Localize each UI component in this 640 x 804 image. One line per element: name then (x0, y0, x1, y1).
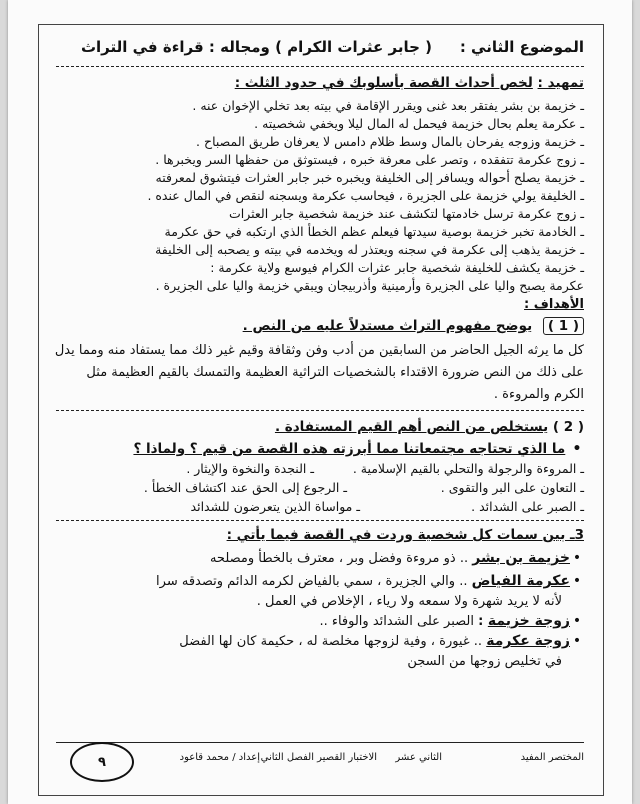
q1-answer-line: الكرم والمروءة . (493, 387, 584, 402)
q1-answer-line: كل ما يرثه الجيل الحاضر من السابقين من أدب وفن وثقافة وقيم غير ذلك مما يستفاد منه ومما يدل (54, 343, 584, 358)
value-item: ـ الصبر على الشدائد . (471, 499, 584, 514)
q2-title: يستخلص من النص أهم القيم المستفادة . (274, 419, 549, 435)
footer-grade: الثاني عشر (395, 752, 442, 763)
intro-label: تمهيد : (537, 75, 584, 91)
intro-item: ـ زوج عكرمة ترسل خادمتها لتكشف عند خزيمة شخصية جابر العثرات (228, 206, 584, 221)
topic-label: الموضوع الثاني : (459, 38, 584, 56)
q2-question-row (133, 441, 584, 457)
trait-row: •زوجة خزيمة : الصبر على الشدائد والوفاء .. (319, 612, 584, 631)
bullet-icon: • (572, 573, 582, 589)
value-item: ـ المروءة والرجولة والتحلي بالقيم الإسلامية . (352, 461, 584, 476)
topic-title: ( جابر عثرات الكرام ) ومجاله : قراءة في التراث (80, 38, 432, 56)
section-divider (56, 520, 584, 521)
intro-item: ـ زوج عكرمة تتفقده ، وتصر على معرفة خبره ، فيستوثق من حفظها السر ويخبرها . (155, 152, 584, 167)
intro-item: ـ الخليفة يولي خزيمة على الجزيرة ، فيحاسب عكرمة ويسجنه لنقص في المال عنده . (147, 188, 584, 203)
character-traits: ذو مروءة وفضل وبر ، معترف بالخطأ ومصلحه (209, 551, 460, 566)
q3-title: 3ـ بين سمات كل شخصية وردت في القصة فيما يأتي : (226, 527, 584, 543)
value-item: ـ النجدة والنخوة والإيثار . (186, 461, 314, 476)
intro-item: ـ خزيمة بن بشر يفتقر بعد غنى ويقرر الإقامة في بيته بعد تخلي الإخوان عنه . (192, 98, 584, 113)
section-divider (56, 410, 584, 411)
q2-heading (275, 419, 584, 435)
intro-item: ـ خزيمة يصلح أحواله ويسافر إلى الخليفة ويخبره خبر جابر العثرات فيتشوق لمعرفته (155, 170, 584, 185)
document-page (8, 0, 632, 804)
q1-answer-line: على ذلك من النص ضرورة الاقتداء بالشخصيات التراثية العظيمة والتمسك بالقيم العظيمة مثل (86, 365, 584, 380)
character-name: زوجة عكرمة (486, 633, 570, 649)
bullet-icon: • (572, 550, 582, 566)
objectives-label: الأهداف : (524, 297, 584, 312)
intro-item: ـ خزيمة يذهب إلى عكرمة في سجنه ويعتذر له ويخدمه في بيته و يصحبه إلى الخليفة (155, 242, 584, 257)
character-name: عكرمة الفياض (471, 573, 570, 589)
character-name: خزيمة بن بشر (472, 550, 570, 566)
trait-continuation: لأنه لا يريد شهرة ولا سمعه ولا رياء ، الإخلاص في العمل . (256, 594, 562, 609)
bullet-icon: • (572, 441, 582, 457)
value-item: ـ الرجوع إلى الحق عند اكتشاف الخطأ . (143, 480, 347, 495)
trait-continuation: في تخليص زوجها من السجن (407, 654, 562, 669)
character-name: زوجة خزيمة (487, 613, 570, 629)
intro-item: ـ الخادمة تخبر خزيمة بوصية سيدتها فيعلم عظم الخطأ الذي ارتكبه في حق عكرمة (164, 224, 584, 239)
page-number: ٩ (70, 742, 134, 782)
value-item: ـ مواساة الذين يتعرضون للشدائد (190, 499, 360, 514)
footer-exam: الاختبار القصير الفصل الثاني (260, 752, 377, 763)
footer-series: المختصر المفيد (520, 752, 584, 763)
intro-item: ـ عكرمة يعلم بحال خزيمة فيحمل له المال ليلا ويخفي شخصيته . (254, 116, 584, 131)
trait-row: •زوجة عكرمة .. غيورة ، وفية لزوجها مخلصة له ، حكيمة كان لها الفضل (179, 632, 584, 651)
intro-item: ـ خزيمة وزوجه يفرحان بالمال وسط ظلام دامس لا يعرفان طريق المصباح . (196, 134, 584, 149)
intro-section (235, 75, 584, 91)
trait-row: •عكرمة الفياض .. والي الجزيرة ، سمي بالفياض لكرمه الدائم وتصدقه سرا (156, 572, 584, 591)
q2-number: ( 2 ) (552, 419, 584, 435)
intro-item: ـ خزيمة يكشف للخليفة شخصية جابر عثرات الكرام فيوسع ولاية عكرمة : (210, 260, 584, 275)
q2-question: ما الذي تحتاجه مجتمعاتنا مما أبرزته هذه القصة من قيم ؟ ولماذا ؟ (133, 441, 566, 457)
character-traits: غيورة ، وفية لزوجها مخلصة له ، حكيمة كان لها الفضل (179, 634, 474, 649)
bullet-icon: • (572, 633, 582, 649)
value-item: ـ التعاون على البر والتقوى . (440, 480, 584, 495)
trait-row: •خزيمة بن بشر .. ذو مروءة وفضل وبر ، معترف بالخطأ ومصلحه (210, 549, 584, 568)
intro-item: عكرمة يصبح واليا على الجزيرة وأرمينية وأذربيجان ويبقي خزيمة واليا على الجزيرة . (155, 278, 584, 293)
q1-heading (243, 317, 584, 335)
intro-heading: لخص أحداث القصة بأسلوبك في حدود الثلث : (234, 75, 533, 91)
character-traits: والي الجزيرة ، سمي بالفياض لكرمه الدائم وتصدقه سرا (156, 574, 460, 589)
header-divider (56, 66, 584, 67)
q1-number: ( 1 ) (543, 317, 584, 335)
footer-author: إعداد / محمد قاعود (179, 752, 260, 763)
bullet-icon: • (572, 613, 582, 629)
footer-divider (56, 742, 584, 743)
q1-title: يوضح مفهوم التراث مستدلاً عليه من النص . (242, 318, 533, 334)
character-traits: الصبر على الشدائد والوفاء .. (319, 614, 479, 629)
